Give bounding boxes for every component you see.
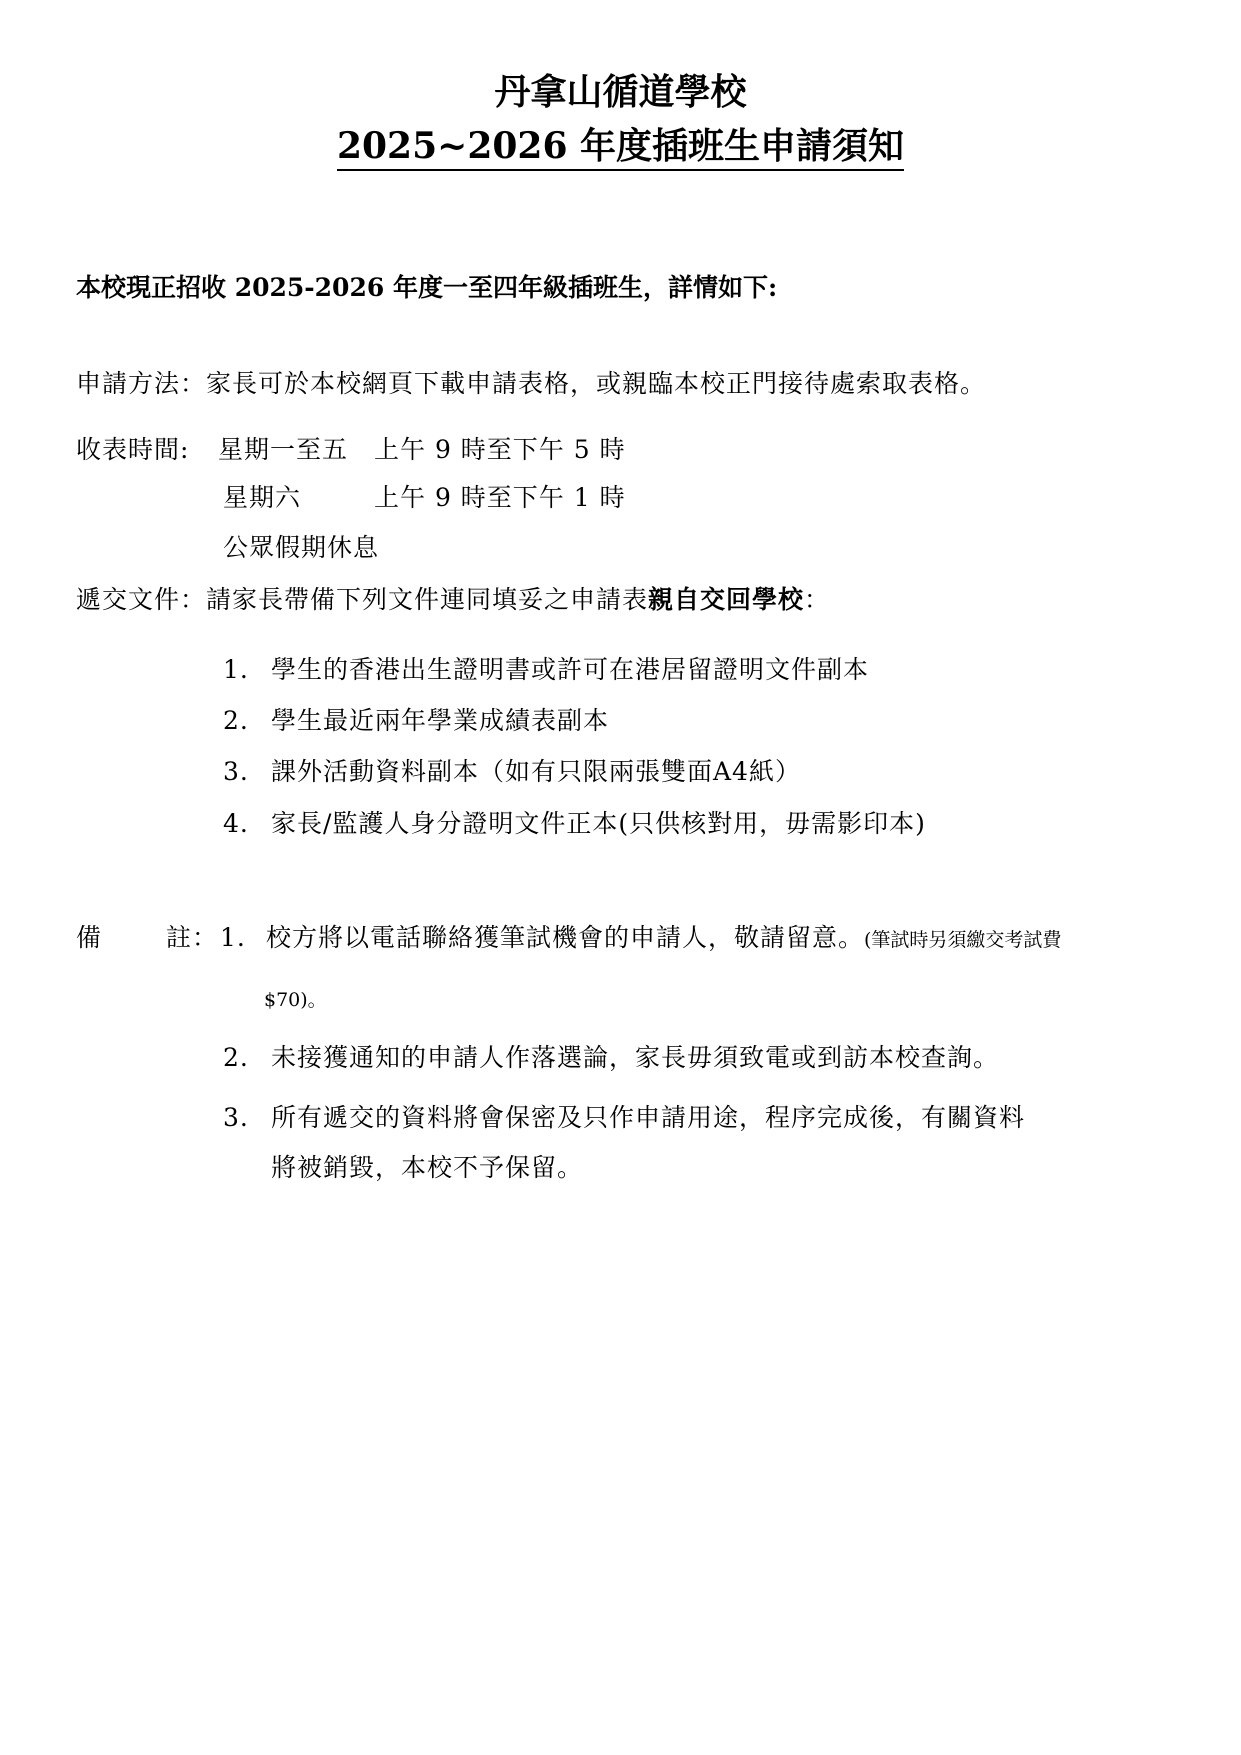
hours-label: 收表時間: — [76, 435, 190, 464]
note-item-num: 3. — [223, 1103, 249, 1132]
hours-time-1: 上午 9 時至下午 5 時 — [374, 435, 626, 464]
note-item-text: 所有遞交的資料將會保密及只作申請用途，程序完成後，有關資料 — [271, 1103, 1026, 1132]
hours-day-1: 星期一至五 — [218, 435, 349, 464]
note-item-text: 校方將以電話聯絡獲筆試機會的申請人，敬請留意。 — [266, 923, 865, 952]
page-title — [0, 124, 1241, 168]
notes-label-a: 備 — [76, 923, 103, 952]
document-item-num: 1. — [223, 655, 249, 684]
document-item-text: 課外活動資料副本（如有只限兩張雙面A4紙） — [271, 757, 801, 786]
method-text: 家長可於本校網頁下載申請表格，或親臨本校正門接待處索取表格。 — [206, 369, 987, 398]
note-item-small: (筆試時另須繳交考試費 — [864, 929, 1062, 951]
document-item-text: 家長/監護人身分證明文件正本(只供核對用，毋需影印本) — [271, 809, 926, 838]
document-item-text: 學生的香港出生證明書或許可在港居留證明文件副本 — [271, 655, 870, 684]
method-label: 申請方法： — [76, 369, 207, 398]
note-item-num: 2. — [223, 1043, 249, 1072]
note-item — [220, 920, 1061, 958]
document-item — [223, 703, 609, 739]
hours-time-2: 上午 9 時至下午 1 時 — [374, 483, 626, 512]
note-item-continuation: $70)。 — [264, 989, 327, 1011]
intro-text: 本校現正招收 2025-2026 年度一至四年級插班生，詳情如下: — [76, 273, 778, 302]
document-item-text: 學生最近兩年學業成績表副本 — [271, 706, 610, 735]
document-item — [223, 652, 869, 688]
method-row — [76, 366, 986, 402]
note-item-continuation: 將被銷毀，本校不予保留。 — [271, 1153, 584, 1182]
hours-holiday: 公眾假期休息 — [223, 533, 380, 562]
documents-row — [76, 582, 830, 618]
document-item-num: 4. — [223, 809, 249, 838]
document-item — [223, 754, 801, 790]
document-item — [223, 806, 926, 842]
document-item-num: 2. — [223, 706, 249, 735]
page-title-text: 2025~2026 年度插班生申請須知 — [337, 125, 904, 171]
document-item-num: 3. — [223, 757, 249, 786]
hours-day-2: 星期六 — [223, 483, 302, 512]
documents-emphasis: 親自交回學校 — [648, 585, 805, 614]
note-item-num: 1. — [220, 923, 246, 952]
notes-label-b: 註： — [166, 923, 219, 952]
note-item-text: 未接獲通知的申請人作落選論，家長毋須致電或到訪本校查詢。 — [271, 1043, 1000, 1072]
school-name: 丹拿山循道學校 — [494, 71, 747, 113]
documents-colon: ： — [804, 585, 831, 614]
documents-text: 請家長帶備下列文件連同填妥之申請表 — [206, 585, 649, 614]
documents-label: 遞交文件： — [76, 585, 207, 614]
note-item — [223, 1040, 999, 1076]
note-item — [223, 1100, 1025, 1136]
